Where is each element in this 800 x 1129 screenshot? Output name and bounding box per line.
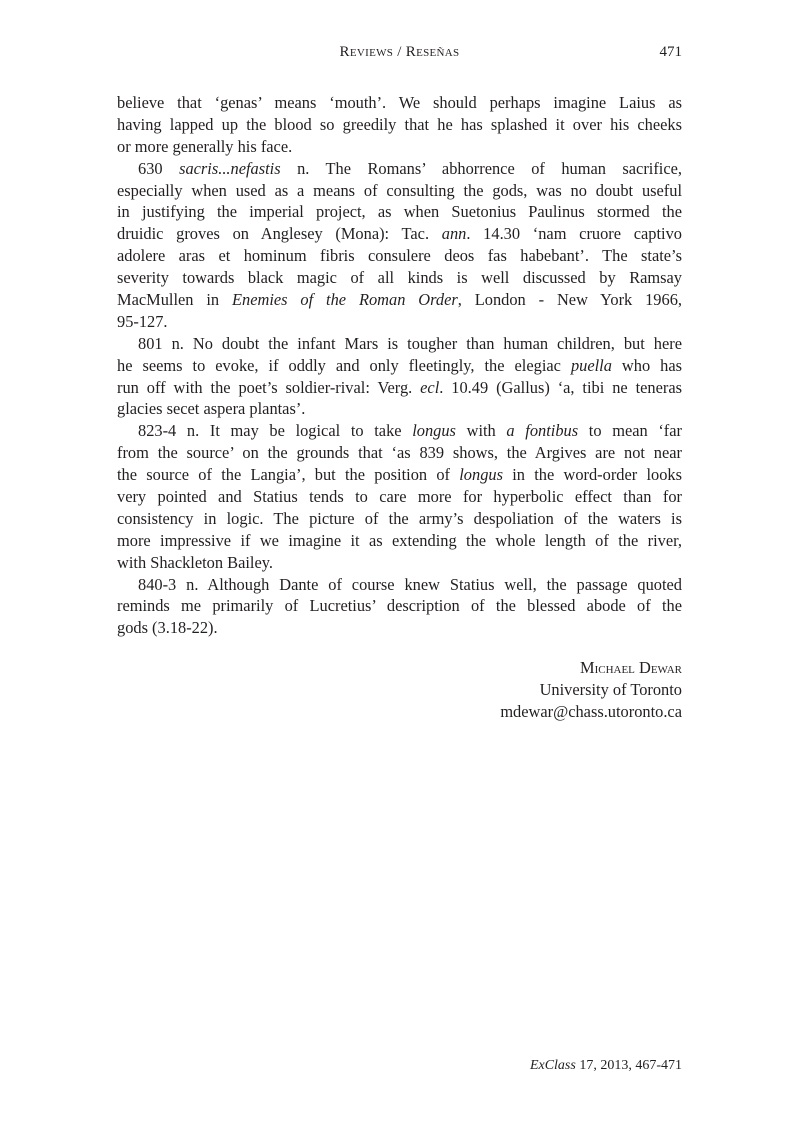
text-run: , London - New York 1966, xyxy=(457,290,682,310)
text-run: 801 n. No doubt the infant Mars is tougher than human children, but here xyxy=(138,333,682,353)
text-run: to mean ‘far xyxy=(578,421,682,441)
italic-text: longus xyxy=(459,465,503,485)
text-run: consistency in logic. The picture of the army’s despoliation of the waters is xyxy=(117,508,682,528)
journal-name: ExClass xyxy=(529,1058,576,1073)
text-line xyxy=(117,289,682,311)
text-run: . 10.49 (Gallus) ‘a, tibi ne teneras xyxy=(439,377,682,397)
italic-text: ann xyxy=(441,224,467,244)
journal-citation: 17, 2013, 467-471 xyxy=(575,1058,682,1073)
text-line xyxy=(117,333,682,355)
text-line xyxy=(117,114,682,136)
text-run: 630 xyxy=(138,158,180,178)
text-line xyxy=(117,486,682,508)
text-run: . 14.30 ‘nam cruore captivo xyxy=(466,224,682,244)
running-title: Reviews / Reseñas xyxy=(339,44,460,60)
text-run: or more generally his face. xyxy=(117,136,293,156)
author-email[interactable]: mdewar@chass.utoronto.ca xyxy=(500,701,682,721)
text-line xyxy=(117,574,682,596)
text-run: very pointed and Statius tends to care more for hyperbolic effect than for xyxy=(117,487,682,507)
text-line xyxy=(117,420,682,442)
text-run: severity towards black magic of all kinds is well discussed by Ramsay xyxy=(117,268,682,288)
text-run: with Shackleton Bailey. xyxy=(117,552,273,572)
page-footer xyxy=(117,1058,682,1074)
text-line xyxy=(117,595,682,617)
italic-text: Enemies of the Roman Order xyxy=(232,290,458,310)
italic-text: ecl xyxy=(420,377,440,397)
text-line xyxy=(117,442,682,464)
text-line xyxy=(117,377,682,399)
text-line xyxy=(117,267,682,289)
italic-text: a fontibus xyxy=(506,421,579,441)
author-affiliation: University of Toronto xyxy=(539,679,682,699)
author-name: Michael Dewar xyxy=(580,658,682,677)
text-line xyxy=(117,180,682,202)
text-run: 840-3 n. Although Dante of course knew Statius well, the passage quoted xyxy=(138,574,682,594)
author-signature xyxy=(117,657,682,723)
text-run: especially when used as a means of consulting the gods, was no doubt useful xyxy=(117,180,682,200)
text-line xyxy=(117,223,682,245)
text-run: in justifying the imperial project, as when Suetonius Paulinus stormed the xyxy=(117,202,682,222)
text-line xyxy=(117,245,682,267)
text-line xyxy=(117,136,682,158)
text-line xyxy=(117,508,682,530)
text-line xyxy=(117,355,682,377)
text-line xyxy=(117,92,682,114)
text-run: 823-4 n. It may be logical to take xyxy=(138,421,413,441)
text-line xyxy=(117,552,682,574)
text-run: the source of the Langia’, but the position of xyxy=(117,465,460,485)
italic-text: puella xyxy=(570,355,612,375)
italic-text: sacris...nefastis xyxy=(179,158,281,178)
text-line xyxy=(117,201,682,223)
text-run: he seems to evoke, if oddly and only fleetingly, the elegiac xyxy=(117,355,571,375)
text-run: glacies secet aspera plantas’. xyxy=(117,399,306,419)
text-run: 95-127. xyxy=(117,311,168,331)
text-run: gods (3.18-22). xyxy=(117,618,218,638)
text-run: from the source’ on the grounds that ‘as 839 shows, the Argives are not near xyxy=(117,443,682,463)
text-run: having lapped up the blood so greedily that he has splashed it over his cheeks xyxy=(117,114,682,134)
text-run: more impressive if we imagine it as extending the whole length of the river, xyxy=(117,530,682,550)
text-line xyxy=(117,158,682,180)
text-run: with xyxy=(455,421,507,441)
page-number: 471 xyxy=(659,44,682,60)
running-header xyxy=(117,44,682,66)
text-line xyxy=(117,311,682,333)
italic-text: longus xyxy=(412,421,456,441)
text-line xyxy=(117,464,682,486)
text-run: druidic groves on Anglesey (Mona): Tac. xyxy=(117,224,442,244)
text-run: MacMullen in xyxy=(117,290,232,310)
text-run: n. The Romans’ abhorrence of human sacrifice, xyxy=(280,158,682,178)
text-line xyxy=(117,530,682,552)
text-run: reminds me primarily of Lucretius’ description of the blessed abode of the xyxy=(117,596,682,616)
text-run: adolere aras et hominum fibris consulere deos fas habebant’. The state’s xyxy=(117,246,682,266)
review-body-text xyxy=(117,92,682,639)
text-run: who has xyxy=(611,355,682,375)
text-line xyxy=(117,617,682,639)
text-run: run off with the poet’s soldier-rival: Verg. xyxy=(117,377,421,397)
text-run: in the word-order looks xyxy=(502,465,682,485)
text-line xyxy=(117,398,682,420)
text-run: believe that ‘genas’ means ‘mouth’. We should perhaps imagine Laius as xyxy=(117,93,682,112)
